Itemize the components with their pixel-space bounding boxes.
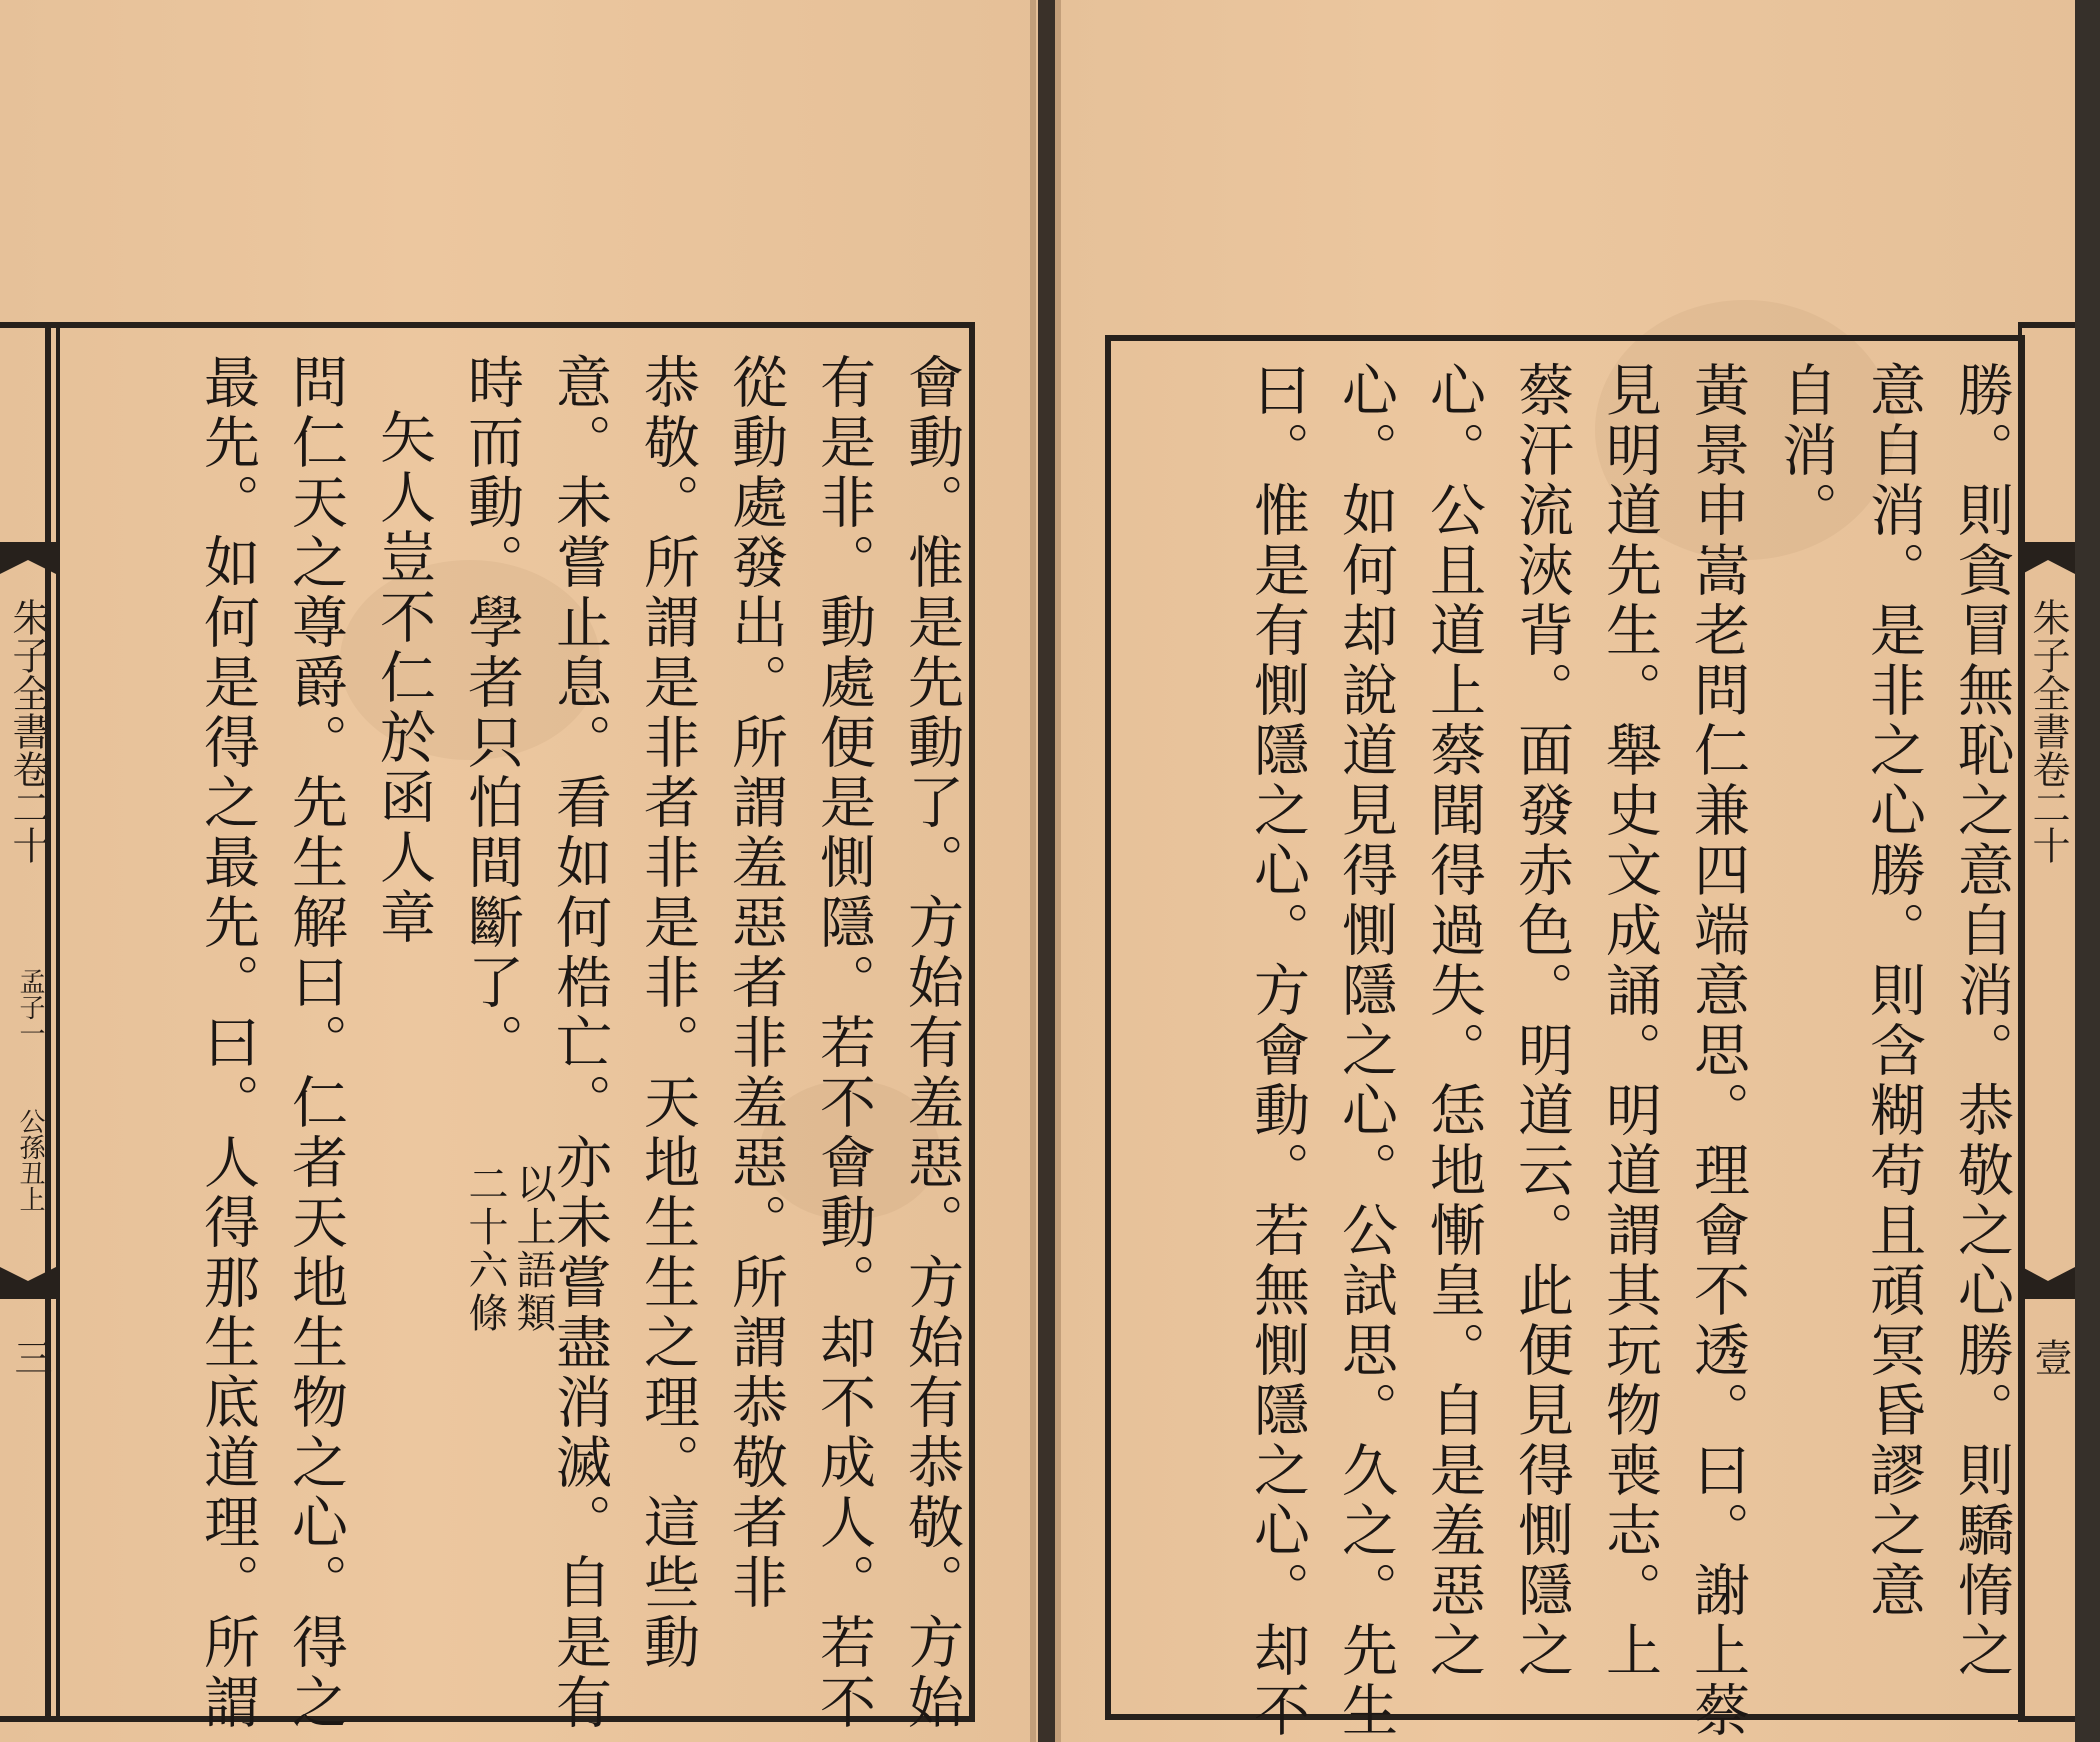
note-column: 以上語類 (510, 1163, 556, 1335)
text-column: 時而動。學者只怕間斷了。 (459, 353, 524, 1073)
margin-book-title: 朱子全書卷二十 (6, 598, 50, 864)
text-column: 恭敬。所謂是非者非是非。天地生生之理。這些動 (635, 353, 700, 1673)
text-column: 問仁天之尊爵。先生解曰。仁者天地生物之心。得之 (283, 353, 348, 1733)
text-column: 蔡汗流浹背。面發赤色。明道云。此便見得惻隱之 (1509, 361, 1574, 1681)
text-column: 勝。則貪冒無恥之意自消。恭敬之心勝。則驕惰之 (1949, 361, 2014, 1681)
text-column: 最先。如何是得之最先。曰。人得那生底道理。所謂 (195, 353, 260, 1733)
text-column: 意自消。是非之心勝。則含糊苟且頑冥昏謬之意 (1861, 361, 1926, 1621)
left-page (0, 0, 1040, 1742)
margin-folio: 三 (8, 1338, 52, 1376)
chapter-heading: 矢人豈不仁於函人章 (371, 408, 436, 948)
text-column: 心。如何却說道見得惻隱之心。公試思。久之。先生 (1333, 361, 1398, 1741)
margin-chapter: 公孫丑上 (15, 1108, 45, 1212)
right-page-margin-strip (2018, 322, 2075, 1722)
book-gutter (1038, 0, 1055, 1742)
text-column: 自消。 (1773, 361, 1838, 541)
text-column: 曰。惟是有惻隱之心。方會動。若無惻隱之心。却不 (1245, 361, 1310, 1741)
right-text-frame (1105, 335, 2025, 1741)
text-column: 會動。惟是先動了。方始有羞惡。方始有恭敬。方始 (899, 353, 964, 1733)
text-column: 黃景申嵩老問仁兼四端意思。理會不透。曰。謝上蔡 (1685, 361, 1750, 1741)
book-edge (2075, 0, 2100, 1742)
text-column: 見明道先生。舉史文成誦。明道謂其玩物喪志。上 (1597, 361, 1662, 1681)
margin-book-title: 朱子全書卷二十 (2026, 598, 2070, 864)
margin-section: 孟子一 (15, 968, 45, 1046)
fishtail-mark (2022, 1263, 2075, 1303)
text-column: 意。未嘗止息。看如何梏亡。亦未嘗盡消滅。自是有 (547, 353, 612, 1733)
margin-folio: 壹 (2028, 1338, 2072, 1376)
fold-shadow (1030, 0, 1036, 1742)
text-column: 從動處發出。所謂羞惡者非羞惡。所謂恭敬者非 (723, 353, 788, 1613)
fold-shadow (1055, 0, 1061, 1742)
left-text-frame (45, 322, 975, 1733)
text-column: 有是非。動處便是惻隱。若不會動。却不成人。若不 (811, 353, 876, 1733)
fishtail-mark (2022, 538, 2075, 578)
note-column: 二十六條 (462, 1163, 508, 1335)
text-column: 心。公且道上蔡聞得過失。恁地慚皇。自是羞惡之 (1421, 361, 1486, 1681)
